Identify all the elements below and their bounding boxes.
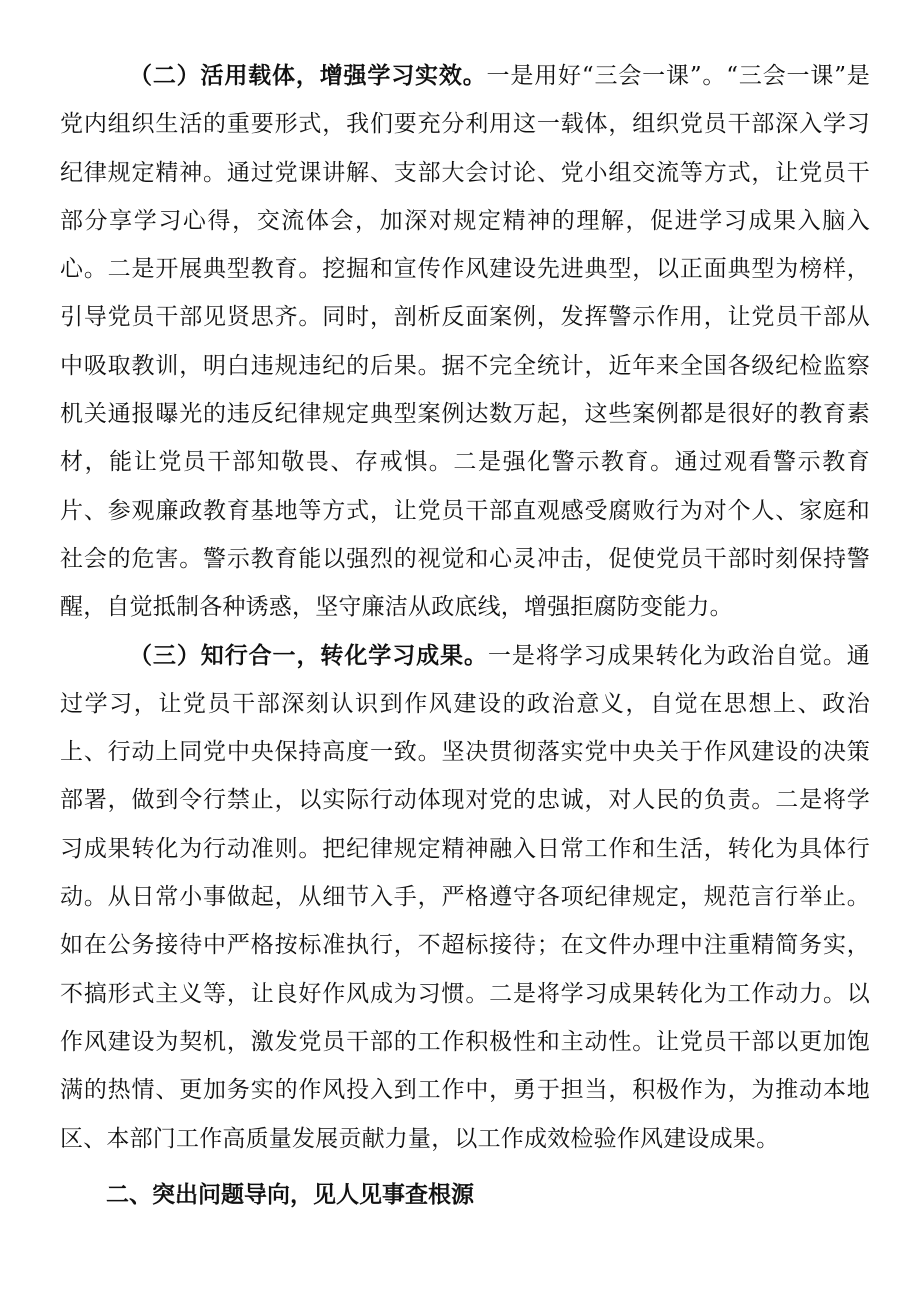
- paragraph-3-body: 一是将学习成果转化为政治自觉。通过学习，让党员干部深刻认识到作风建设的政治意义，自觉在思想上、政治上、行动上同党中央保持高度一致。坚决贯彻落实党中央关于作风建设的决策部署，做到令行禁止，以实际行动体现对党的忠诚，对人民的负责。二是将学习成果转化为行动准则。把纪律规定精神融入日常工作和生活，转化为具体行动。从日常小事做起，从细节入手，严格遵守各项纪律规定，规范言行举止。如在公务接待中严格按标准执行，不超标接待；在文件办理中注重精简务实，不搞形式主义等，让良好作风成为习惯。二是将学习成果转化为工作动力。以作风建设为契机，激发党员干部的工作积极性和主动性。让党员干部以更加饱满的热情、更加务实的作风投入到工作中，勇于担当，积极作为，为推动本地区、本部门工作高质量发展贡献力量，以工作成效检验作风建设成果。: [60, 642, 871, 1152]
- document-page: [60, 52, 870, 1219]
- section-heading: 二、突出问题导向，见人见事查根源: [106, 1180, 474, 1208]
- paragraph-2: [60, 52, 870, 632]
- paragraph-2-lead: （二）活用载体，增强学习实效。: [129, 62, 487, 89]
- paragraph-2-body: 一是用好“三会一课”。“三会一课”是党内组织生活的重要形式，我们要充分利用这一载体，组织党员干部深入学习纪律规定精神。通过党课讲解、支部大会讨论、党小组交流等方式，让党员干部分享学习心得，交流体会，加深对规定精神的理解，促进学习成果入脑入心。二是开展典型教育。挖掘和宣传作风建设先进典型，以正面典型为榜样，引导党员干部见贤思齐。同时，剖析反面案例，发挥警示作用，让党员干部从中吸取教训，明白违规违纪的后果。据不完全统计，近年来全国各级纪检监察机关通报曝光的违反纪律规定典型案例达数万起，这些案例都是很好的教育素材，能让党员干部知敬畏、存戒惧。二是强化警示教育。通过观看警示教育片、参观廉政教育基地等方式，让党员干部直观感受腐败行为对个人、家庭和社会的危害。警示教育能以强烈的视觉和心灵冲击，促使党员干部时刻保持警醒，自觉抵制各种诱惑，坚守廉洁从政底线，增强拒腐防变能力。: [60, 63, 870, 621]
- paragraph-3-lead: （三）知行合一，转化学习成果。: [129, 641, 488, 669]
- paragraph-3: [60, 632, 870, 1163]
